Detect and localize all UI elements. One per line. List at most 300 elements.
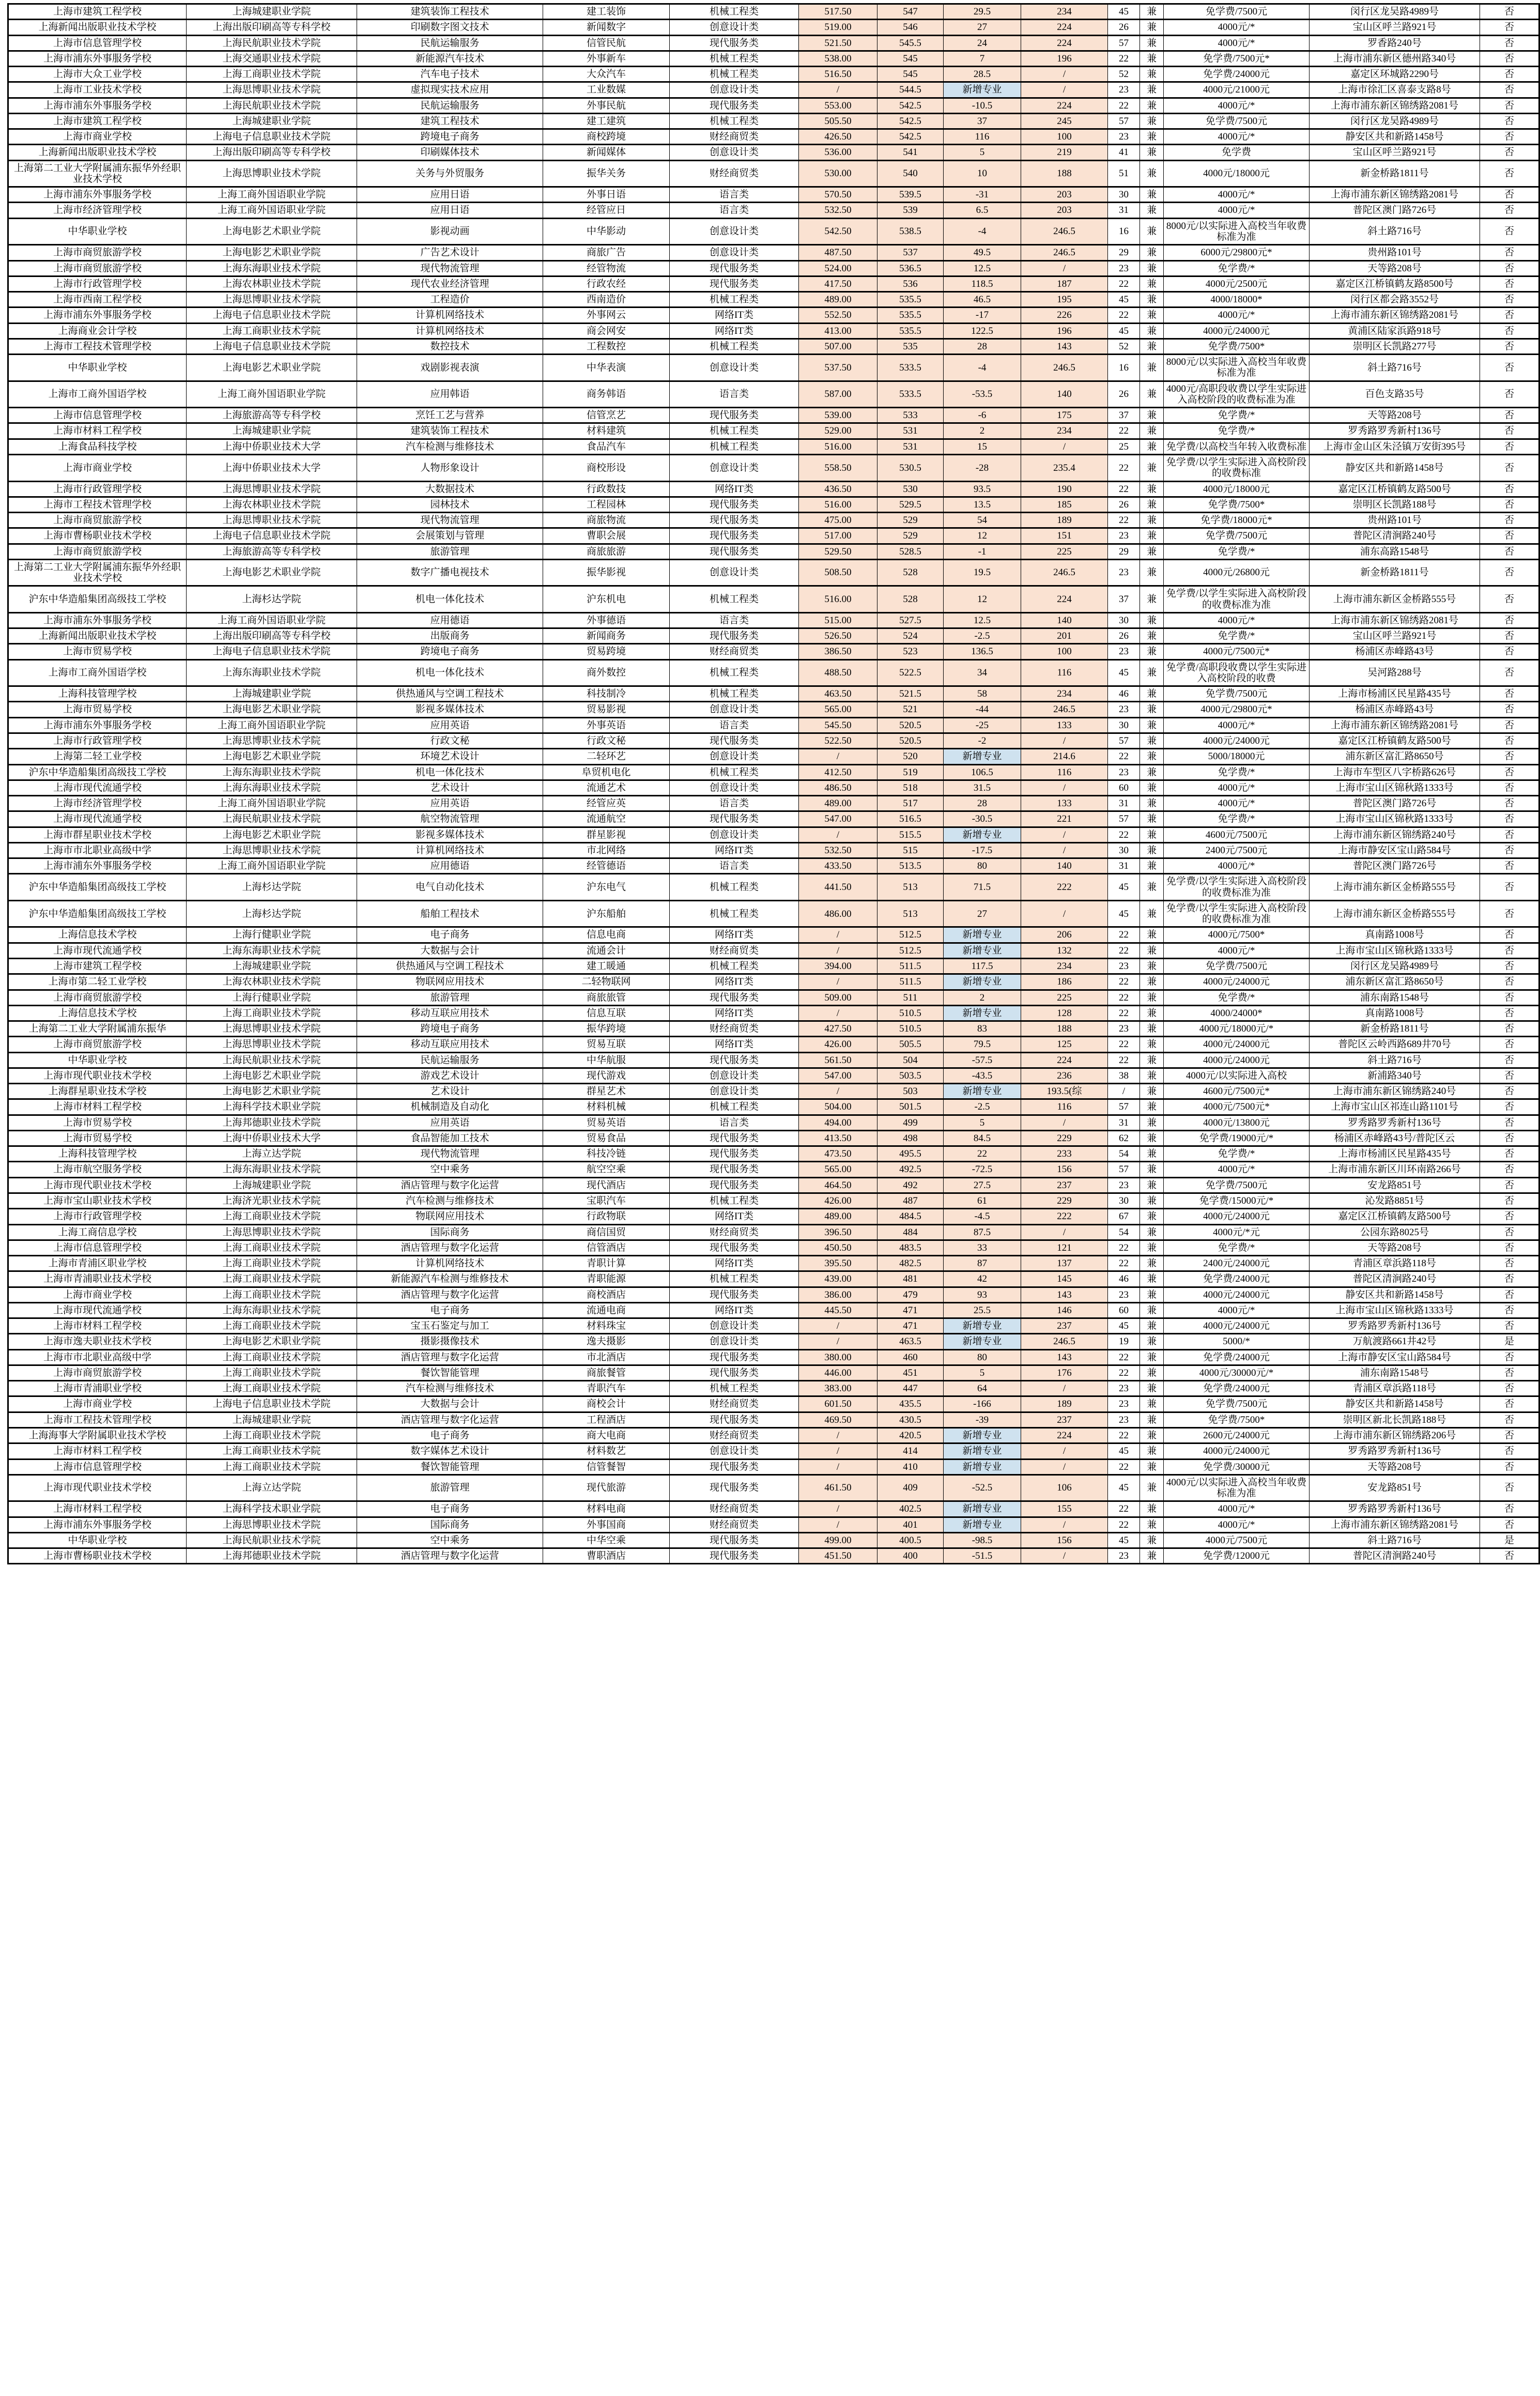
cell-dorm: 否 <box>1480 1240 1539 1255</box>
cell-score-diff: -44 <box>944 702 1021 717</box>
cell-category: 机械工程类 <box>670 339 799 354</box>
cell-last-year-score: 558.50 <box>799 454 877 481</box>
cell-tuition: 4000元/13800元 <box>1164 1115 1310 1130</box>
cell-rank: 187 <box>1021 276 1108 291</box>
cell-school: 沪东中华造船集团高级技工学校 <box>8 764 187 780</box>
cell-short-name: 商旅餐管 <box>543 1365 670 1380</box>
cell-plan-count: 46 <box>1108 686 1140 702</box>
cell-address: 上海市浦东新区川环南路266号 <box>1310 1162 1480 1177</box>
cell-plan-count: 23 <box>1108 528 1140 544</box>
table-row <box>8 764 1539 780</box>
cell-dorm: 否 <box>1480 454 1539 481</box>
cell-category: 机械工程类 <box>670 686 799 702</box>
cell-rank: 233 <box>1021 1146 1108 1162</box>
cell-rank: / <box>1021 439 1108 454</box>
cell-address: 闵行区都会路3552号 <box>1310 292 1480 308</box>
cell-school: 上海市行政管理学校 <box>8 1209 187 1224</box>
table-row <box>8 1099 1539 1115</box>
cell-major: 酒店管理与数字化运营 <box>357 1177 543 1193</box>
cell-college: 上海城建职业学院 <box>187 959 357 974</box>
cell-last-year-score: 542.50 <box>799 218 877 245</box>
cell-school: 上海市贸易学校 <box>8 644 187 659</box>
cell-address: 静安区共和新路1458号 <box>1310 1287 1480 1302</box>
cell-jian: 兼 <box>1140 1349 1164 1365</box>
cell-this-year-score: 483.5 <box>877 1240 944 1255</box>
cell-college: 上海工商外国语职业学院 <box>187 612 357 628</box>
cell-school: 上海市信息管理学校 <box>8 1459 187 1475</box>
cell-major: 餐饮智能管理 <box>357 1459 543 1475</box>
cell-category: 现代服务类 <box>670 733 799 749</box>
cell-major: 船舶工程技术 <box>357 900 543 927</box>
cell-last-year-score: 552.50 <box>799 308 877 323</box>
cell-last-year-score: 529.00 <box>799 423 877 439</box>
cell-score-diff: 49.5 <box>944 245 1021 260</box>
cell-dorm: 否 <box>1480 811 1539 827</box>
cell-address: 静安区共和新路1458号 <box>1310 1396 1480 1412</box>
cell-short-name: 贸易跨境 <box>543 644 670 659</box>
cell-short-name: 新闻媒体 <box>543 145 670 160</box>
table-row <box>8 1501 1539 1517</box>
cell-score-diff: 13.5 <box>944 497 1021 512</box>
cell-tuition: 4000元/26800元 <box>1164 559 1310 586</box>
cell-address: 新金桥路1811号 <box>1310 559 1480 586</box>
cell-short-name: 商校酒店 <box>543 1287 670 1302</box>
cell-college: 上海工商外国语职业学院 <box>187 187 357 203</box>
cell-jian: 兼 <box>1140 1240 1164 1255</box>
cell-category: 网络IT类 <box>670 927 799 943</box>
table-row <box>8 1084 1539 1099</box>
cell-last-year-score: 504.00 <box>799 1099 877 1115</box>
cell-dorm: 否 <box>1480 339 1539 354</box>
cell-jian: 兼 <box>1140 717 1164 733</box>
cell-school: 上海市信息管理学校 <box>8 1240 187 1255</box>
cell-dorm: 否 <box>1480 1130 1539 1146</box>
cell-tuition: 5000/18000元 <box>1164 749 1310 764</box>
cell-dorm: 否 <box>1480 4 1539 20</box>
cell-this-year-score: 451 <box>877 1365 944 1380</box>
cell-tuition: 免学费/7500* <box>1164 497 1310 512</box>
cell-this-year-score: 524 <box>877 628 944 644</box>
cell-major: 建筑工程技术 <box>357 113 543 129</box>
cell-rank: 226 <box>1021 308 1108 323</box>
cell-this-year-score: 492 <box>877 1177 944 1193</box>
cell-school: 上海市现代流通学校 <box>8 811 187 827</box>
cell-tuition: 4000元/29800元* <box>1164 702 1310 717</box>
cell-college: 上海工商外国语职业学院 <box>187 858 357 874</box>
cell-dorm: 否 <box>1480 702 1539 717</box>
cell-jian: 兼 <box>1140 943 1164 958</box>
cell-score-diff: 31.5 <box>944 780 1021 795</box>
cell-school: 上海市行政管理学校 <box>8 733 187 749</box>
cell-last-year-score: 521.50 <box>799 35 877 51</box>
cell-major: 应用韩语 <box>357 381 543 408</box>
cell-rank: 237 <box>1021 1177 1108 1193</box>
cell-school: 上海群星职业技术学校 <box>8 1084 187 1099</box>
table-row <box>8 544 1539 559</box>
cell-plan-count: 45 <box>1108 659 1140 686</box>
cell-score-diff: 46.5 <box>944 292 1021 308</box>
cell-this-year-score: 535 <box>877 339 944 354</box>
cell-jian: 兼 <box>1140 1193 1164 1208</box>
cell-tuition: 4000元/* <box>1164 129 1310 145</box>
table-row <box>8 686 1539 702</box>
cell-rank: 189 <box>1021 1396 1108 1412</box>
cell-this-year-score: 528.5 <box>877 544 944 559</box>
cell-this-year-score: 520.5 <box>877 733 944 749</box>
cell-jian: 兼 <box>1140 1302 1164 1318</box>
cell-dorm: 否 <box>1480 780 1539 795</box>
cell-major: 移动互联应用技术 <box>357 1037 543 1052</box>
cell-school: 上海市商贸旅游学校 <box>8 245 187 260</box>
cell-this-year-score: 533.5 <box>877 355 944 381</box>
cell-tuition: 4000元/* <box>1164 1302 1310 1318</box>
table-row <box>8 927 1539 943</box>
cell-score-diff: 28 <box>944 339 1021 354</box>
cell-score-diff: -166 <box>944 1396 1021 1412</box>
cell-school: 上海市材料工程学校 <box>8 423 187 439</box>
cell-rank: 246.5 <box>1021 245 1108 260</box>
cell-major: 机械制造及自动化 <box>357 1099 543 1115</box>
cell-dorm: 否 <box>1480 528 1539 544</box>
cell-tuition: 4000元/18000元 <box>1164 160 1310 187</box>
cell-rank: 229 <box>1021 1130 1108 1146</box>
cell-college: 上海工商外国语职业学院 <box>187 381 357 408</box>
cell-dorm: 否 <box>1480 1287 1539 1302</box>
cell-short-name: 行政文秘 <box>543 733 670 749</box>
cell-category: 财经商贸类 <box>670 1517 799 1532</box>
cell-last-year-score: 395.50 <box>799 1256 877 1271</box>
cell-address: 天等路208号 <box>1310 1240 1480 1255</box>
cell-college: 上海电影艺术职业学院 <box>187 355 357 381</box>
cell-category: 语言类 <box>670 1115 799 1130</box>
cell-dorm: 否 <box>1480 1443 1539 1459</box>
cell-rank: 106 <box>1021 1475 1108 1501</box>
cell-short-name: 流通会计 <box>543 943 670 958</box>
cell-jian: 兼 <box>1140 1271 1164 1287</box>
cell-score-diff: 5 <box>944 145 1021 160</box>
cell-jian: 兼 <box>1140 858 1164 874</box>
cell-last-year-score: 417.50 <box>799 276 877 291</box>
cell-major: 应用英语 <box>357 1115 543 1130</box>
cell-short-name: 青职汽车 <box>543 1381 670 1396</box>
cell-plan-count: 22 <box>1108 51 1140 66</box>
cell-category: 现代服务类 <box>670 98 799 113</box>
cell-short-name: 食品汽车 <box>543 439 670 454</box>
cell-rank: 190 <box>1021 481 1108 497</box>
cell-category: 网络IT类 <box>670 1256 799 1271</box>
cell-plan-count: 51 <box>1108 160 1140 187</box>
cell-last-year-score: / <box>799 927 877 943</box>
cell-last-year-score: 426.00 <box>799 1193 877 1208</box>
cell-college: 上海工商外国语职业学院 <box>187 796 357 811</box>
cell-plan-count: 23 <box>1108 1412 1140 1427</box>
cell-rank: / <box>1021 82 1108 98</box>
cell-this-year-score: 501.5 <box>877 1099 944 1115</box>
cell-address: 上海市浦东新区锦绣路2081号 <box>1310 98 1480 113</box>
cell-short-name: 信管餐智 <box>543 1459 670 1475</box>
cell-this-year-score: 463.5 <box>877 1334 944 1349</box>
cell-address: 崇明区新北长凯路188号 <box>1310 1412 1480 1427</box>
cell-address: 罗秀路罗秀新村136号 <box>1310 1443 1480 1459</box>
cell-score-diff: -4.5 <box>944 1209 1021 1224</box>
cell-address: 上海市金山区朱泾镇万安街395号 <box>1310 439 1480 454</box>
cell-dorm: 否 <box>1480 497 1539 512</box>
cell-plan-count: 45 <box>1108 4 1140 20</box>
cell-major: 汽车电子技术 <box>357 67 543 82</box>
cell-short-name: 外事国商 <box>543 1517 670 1532</box>
cell-rank: 155 <box>1021 1501 1108 1517</box>
cell-last-year-score: / <box>799 1459 877 1475</box>
table-row <box>8 1412 1539 1427</box>
cell-short-name: 青职计算 <box>543 1256 670 1271</box>
table-row <box>8 408 1539 423</box>
cell-plan-count: 60 <box>1108 1302 1140 1318</box>
cell-this-year-score: 531 <box>877 439 944 454</box>
cell-school: 上海新闻出版职业技术学校 <box>8 20 187 35</box>
cell-address: 罗香路240号 <box>1310 35 1480 51</box>
cell-category: 现代服务类 <box>670 1365 799 1380</box>
cell-this-year-score: 542.5 <box>877 113 944 129</box>
cell-rank: / <box>1021 1459 1108 1475</box>
cell-rank: 156 <box>1021 1162 1108 1177</box>
cell-jian: 兼 <box>1140 612 1164 628</box>
cell-major: 电子商务 <box>357 1427 543 1443</box>
cell-plan-count: 26 <box>1108 497 1140 512</box>
cell-college: 上海城建职业学院 <box>187 1412 357 1427</box>
table-row <box>8 1052 1539 1068</box>
cell-college: 上海济光职业技术学院 <box>187 1193 357 1208</box>
cell-score-diff: -72.5 <box>944 1162 1021 1177</box>
cell-score-diff: 80 <box>944 858 1021 874</box>
table-row <box>8 842 1539 858</box>
cell-plan-count: 57 <box>1108 35 1140 51</box>
table-row <box>8 1517 1539 1532</box>
cell-short-name: 商旅旅管 <box>543 990 670 1005</box>
cell-short-name: 商信国贸 <box>543 1224 670 1240</box>
cell-dorm: 否 <box>1480 1005 1539 1021</box>
cell-last-year-score: 536.00 <box>799 145 877 160</box>
cell-school: 上海市贸易学校 <box>8 1130 187 1146</box>
cell-dorm: 否 <box>1480 1548 1539 1564</box>
cell-short-name: 现代游戏 <box>543 1068 670 1083</box>
cell-plan-count: 45 <box>1108 900 1140 927</box>
cell-plan-count: 22 <box>1108 990 1140 1005</box>
cell-plan-count: 23 <box>1108 644 1140 659</box>
cell-address: 静安区共和新路1458号 <box>1310 129 1480 145</box>
cell-short-name: 中华航服 <box>543 1052 670 1068</box>
cell-school: 上海市商业学校 <box>8 1287 187 1302</box>
cell-last-year-score: 519.00 <box>799 20 877 35</box>
cell-score-diff: 12.5 <box>944 260 1021 276</box>
cell-this-year-score: 529 <box>877 513 944 528</box>
cell-score-diff: 28.5 <box>944 67 1021 82</box>
cell-category: 财经商贸类 <box>670 1427 799 1443</box>
cell-short-name: 行政物联 <box>543 1209 670 1224</box>
cell-college: 上海农林职业技术学院 <box>187 276 357 291</box>
cell-this-year-score: 471 <box>877 1302 944 1318</box>
admission-data-table <box>7 3 1540 1564</box>
cell-score-diff: -1 <box>944 544 1021 559</box>
cell-jian: 兼 <box>1140 1084 1164 1099</box>
cell-tuition: 4000元/21000元 <box>1164 82 1310 98</box>
cell-this-year-score: 515 <box>877 842 944 858</box>
cell-category: 网络IT类 <box>670 1005 799 1021</box>
cell-rank: 137 <box>1021 1256 1108 1271</box>
cell-last-year-score: 433.50 <box>799 858 877 874</box>
cell-short-name: 市北网络 <box>543 842 670 858</box>
cell-school: 上海市西南工程学校 <box>8 292 187 308</box>
cell-category: 现代服务类 <box>670 1548 799 1564</box>
cell-dorm: 否 <box>1480 796 1539 811</box>
cell-major: 酒店管理与数字化运营 <box>357 1349 543 1365</box>
cell-plan-count: 22 <box>1108 1459 1140 1475</box>
cell-major: 戏剧影视表演 <box>357 355 543 381</box>
cell-address: 宝山区呼兰路921号 <box>1310 20 1480 35</box>
table-row <box>8 20 1539 35</box>
cell-school: 上海市商业学校 <box>8 1396 187 1412</box>
cell-school: 上海市现代职业技术学校 <box>8 1177 187 1193</box>
cell-school: 上海市宝山职业技术学校 <box>8 1193 187 1208</box>
cell-dorm: 否 <box>1480 717 1539 733</box>
cell-college: 上海农林职业技术学院 <box>187 497 357 512</box>
cell-college: 上海思博职业技术学院 <box>187 1517 357 1532</box>
cell-school: 上海市贸易学校 <box>8 1115 187 1130</box>
cell-score-diff: -2.5 <box>944 1099 1021 1115</box>
cell-score-diff: -39 <box>944 1412 1021 1427</box>
cell-major: 酒店管理与数字化运营 <box>357 1548 543 1564</box>
cell-rank: 146 <box>1021 1302 1108 1318</box>
cell-tuition: 免学费/高职段收费以学生实际进入高校阶段的收费 <box>1164 659 1310 686</box>
cell-college: 上海城建职业学院 <box>187 686 357 702</box>
cell-score-diff: 新增专业 <box>944 1005 1021 1021</box>
cell-address: 普陀区澳门路726号 <box>1310 796 1480 811</box>
cell-last-year-score: 450.50 <box>799 1240 877 1255</box>
cell-rank: 224 <box>1021 586 1108 613</box>
cell-school: 上海第二工业大学附属浦东振华 <box>8 1021 187 1037</box>
cell-score-diff: 5 <box>944 1365 1021 1380</box>
cell-major: 环境艺术设计 <box>357 749 543 764</box>
cell-last-year-score: 530.00 <box>799 160 877 187</box>
cell-category: 创意设计类 <box>670 1443 799 1459</box>
cell-score-diff: 27 <box>944 20 1021 35</box>
cell-address: 嘉定区江桥镇鹤友路500号 <box>1310 1209 1480 1224</box>
cell-major: 旅游管理 <box>357 990 543 1005</box>
cell-plan-count: 22 <box>1108 927 1140 943</box>
cell-address: 上海市车型区八字桥路626号 <box>1310 764 1480 780</box>
cell-rank: 214.6 <box>1021 749 1108 764</box>
cell-short-name: 沪东机电 <box>543 586 670 613</box>
cell-plan-count: 29 <box>1108 544 1140 559</box>
cell-last-year-score: 489.00 <box>799 292 877 308</box>
cell-tuition: 免学费/以学生实际进入高校阶段的收费标准 <box>1164 454 1310 481</box>
cell-jian: 兼 <box>1140 187 1164 203</box>
cell-rank: 246.5 <box>1021 355 1108 381</box>
cell-dorm: 否 <box>1480 1381 1539 1396</box>
cell-score-diff: -57.5 <box>944 1052 1021 1068</box>
cell-tuition: 免学费/18000元* <box>1164 513 1310 528</box>
cell-this-year-score: 484 <box>877 1224 944 1240</box>
cell-last-year-score: 505.50 <box>799 113 877 129</box>
cell-score-diff: 2 <box>944 423 1021 439</box>
cell-major: 虚拟现实技术应用 <box>357 82 543 98</box>
cell-last-year-score: 412.50 <box>799 764 877 780</box>
cell-this-year-score: 402.5 <box>877 1501 944 1517</box>
cell-jian: 兼 <box>1140 1475 1164 1501</box>
cell-tuition: 8000元/以实际进入高校当年收费标准为准 <box>1164 355 1310 381</box>
cell-jian: 兼 <box>1140 67 1164 82</box>
cell-plan-count: 22 <box>1108 1256 1140 1271</box>
cell-jian: 兼 <box>1140 1099 1164 1115</box>
cell-school: 上海市浦东外事服务学校 <box>8 717 187 733</box>
cell-major: 数字媒体艺术设计 <box>357 1443 543 1459</box>
cell-score-diff: 83 <box>944 1021 1021 1037</box>
cell-address: 公园东路8025号 <box>1310 1224 1480 1240</box>
cell-rank: 221 <box>1021 811 1108 827</box>
cell-rank: / <box>1021 67 1108 82</box>
table-row <box>8 187 1539 203</box>
cell-dorm: 否 <box>1480 586 1539 613</box>
cell-college: 上海城建职业学院 <box>187 423 357 439</box>
cell-dorm: 否 <box>1480 1224 1539 1240</box>
cell-this-year-score: 504 <box>877 1052 944 1068</box>
cell-score-diff: 84.5 <box>944 1130 1021 1146</box>
cell-major: 电子商务 <box>357 1501 543 1517</box>
cell-plan-count: 25 <box>1108 439 1140 454</box>
cell-dorm: 否 <box>1480 959 1539 974</box>
cell-rank: 224 <box>1021 1427 1108 1443</box>
cell-last-year-score: 545.50 <box>799 717 877 733</box>
cell-this-year-score: 529 <box>877 528 944 544</box>
cell-address: 闵行区龙吴路4989号 <box>1310 959 1480 974</box>
cell-major: 园林技术 <box>357 497 543 512</box>
cell-last-year-score: 508.50 <box>799 559 877 586</box>
cell-category: 创意设计类 <box>670 1084 799 1099</box>
cell-tuition: 4000元/* <box>1164 717 1310 733</box>
cell-score-diff: 25.5 <box>944 1302 1021 1318</box>
cell-dorm: 否 <box>1480 1115 1539 1130</box>
cell-score-diff: 116 <box>944 129 1021 145</box>
cell-address: 上海市浦东新区锦绣路240号 <box>1310 827 1480 842</box>
cell-dorm: 否 <box>1480 203 1539 218</box>
cell-short-name: 外事日语 <box>543 187 670 203</box>
cell-last-year-score: / <box>799 1443 877 1459</box>
cell-this-year-score: 420.5 <box>877 1427 944 1443</box>
cell-this-year-score: 505.5 <box>877 1037 944 1052</box>
cell-jian: 兼 <box>1140 544 1164 559</box>
cell-plan-count: 31 <box>1108 796 1140 811</box>
cell-school: 上海市经济管理学校 <box>8 796 187 811</box>
cell-school: 上海信息技术学校 <box>8 1005 187 1021</box>
cell-address: 杨浦区赤峰路43号 <box>1310 702 1480 717</box>
cell-dorm: 否 <box>1480 276 1539 291</box>
cell-college: 上海东海职业技术学院 <box>187 1302 357 1318</box>
cell-plan-count: 41 <box>1108 145 1140 160</box>
cell-last-year-score: 539.00 <box>799 408 877 423</box>
cell-address: 普陀区清涧路240号 <box>1310 1548 1480 1564</box>
cell-category: 现代服务类 <box>670 276 799 291</box>
cell-score-diff: -2.5 <box>944 628 1021 644</box>
cell-plan-count: 23 <box>1108 1021 1140 1037</box>
cell-short-name: 行政数技 <box>543 481 670 497</box>
table-row <box>8 733 1539 749</box>
cell-this-year-score: 545.5 <box>877 35 944 51</box>
cell-address: 嘉定区江桥镇鹤友路8500号 <box>1310 276 1480 291</box>
cell-rank: 224 <box>1021 20 1108 35</box>
cell-short-name: 市北酒店 <box>543 1349 670 1365</box>
cell-address: 上海市浦东新区锦绣路2081号 <box>1310 612 1480 628</box>
cell-dorm: 否 <box>1480 1052 1539 1068</box>
cell-plan-count: 52 <box>1108 67 1140 82</box>
